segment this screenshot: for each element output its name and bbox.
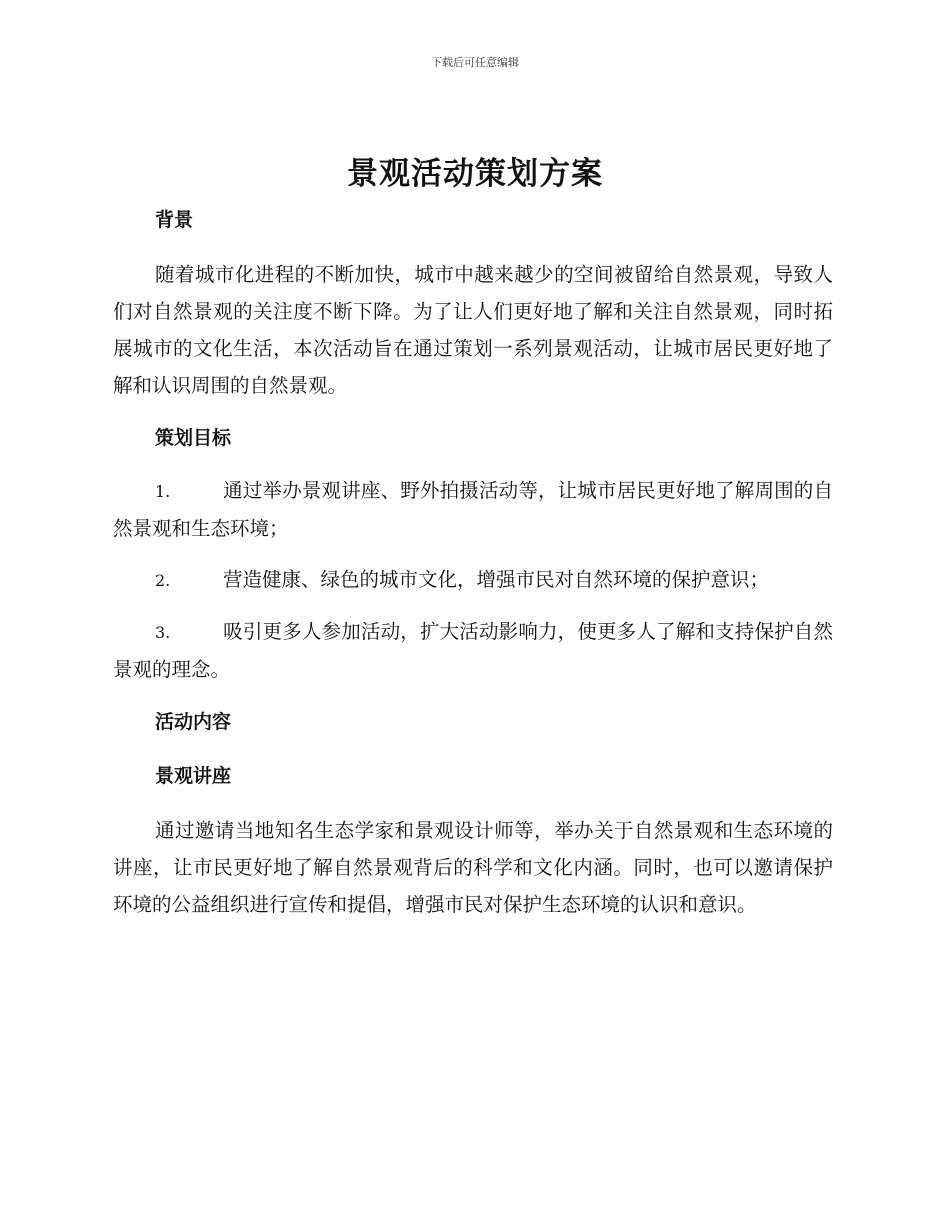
section-heading-content: 活动内容 <box>155 711 232 733</box>
list-number: 1. <box>155 482 171 501</box>
list-number: 3. <box>155 623 171 642</box>
goal-text: 吸引更多人参加活动，扩大活动影响力，使更多人了解和支持保护自然景观的理念。 <box>113 620 833 681</box>
goal-item-1 <box>113 472 833 547</box>
section-heading-lecture: 景观讲座 <box>155 765 232 787</box>
document-title: 景观活动策划方案 <box>347 156 603 192</box>
background-paragraph: 随着城市化进程的不断加快，城市中越来越少的空间被留给自然景观，导致人们对自然景观的关注度不断下降。为了让人们更好地了解和关注自然景观，同时拓展城市的文化生活，本次活动旨在通过策划一系列景观活动，让城市居民更好地了解和认识周围的自然景观。 <box>113 263 833 397</box>
section-heading-goals: 策划目标 <box>155 427 232 449</box>
goal-item-2 <box>113 561 833 599</box>
goal-text: 营造健康、绿色的城市文化，增强市民对自然环境的保护意识； <box>223 568 770 591</box>
goal-item-3 <box>113 613 833 688</box>
list-number: 2. <box>155 571 171 590</box>
section-heading-background: 背景 <box>155 209 194 231</box>
document-body <box>113 200 833 923</box>
header-note: 下载后可任意编辑 <box>431 56 519 69</box>
lecture-paragraph: 通过邀请当地知名生态学家和景观设计师等，举办关于自然景观和生态环境的讲座，让市民更好地了解自然景观背后的科学和文化内涵。同时，也可以邀请保护环境的公益组织进行宣传和提倡，增强市民对保护生态环境的认识和意识。 <box>113 819 833 916</box>
goal-text: 通过举办景观讲座、野外拍摄活动等，让城市居民更好地了解周围的自然景观和生态环境； <box>113 479 833 540</box>
